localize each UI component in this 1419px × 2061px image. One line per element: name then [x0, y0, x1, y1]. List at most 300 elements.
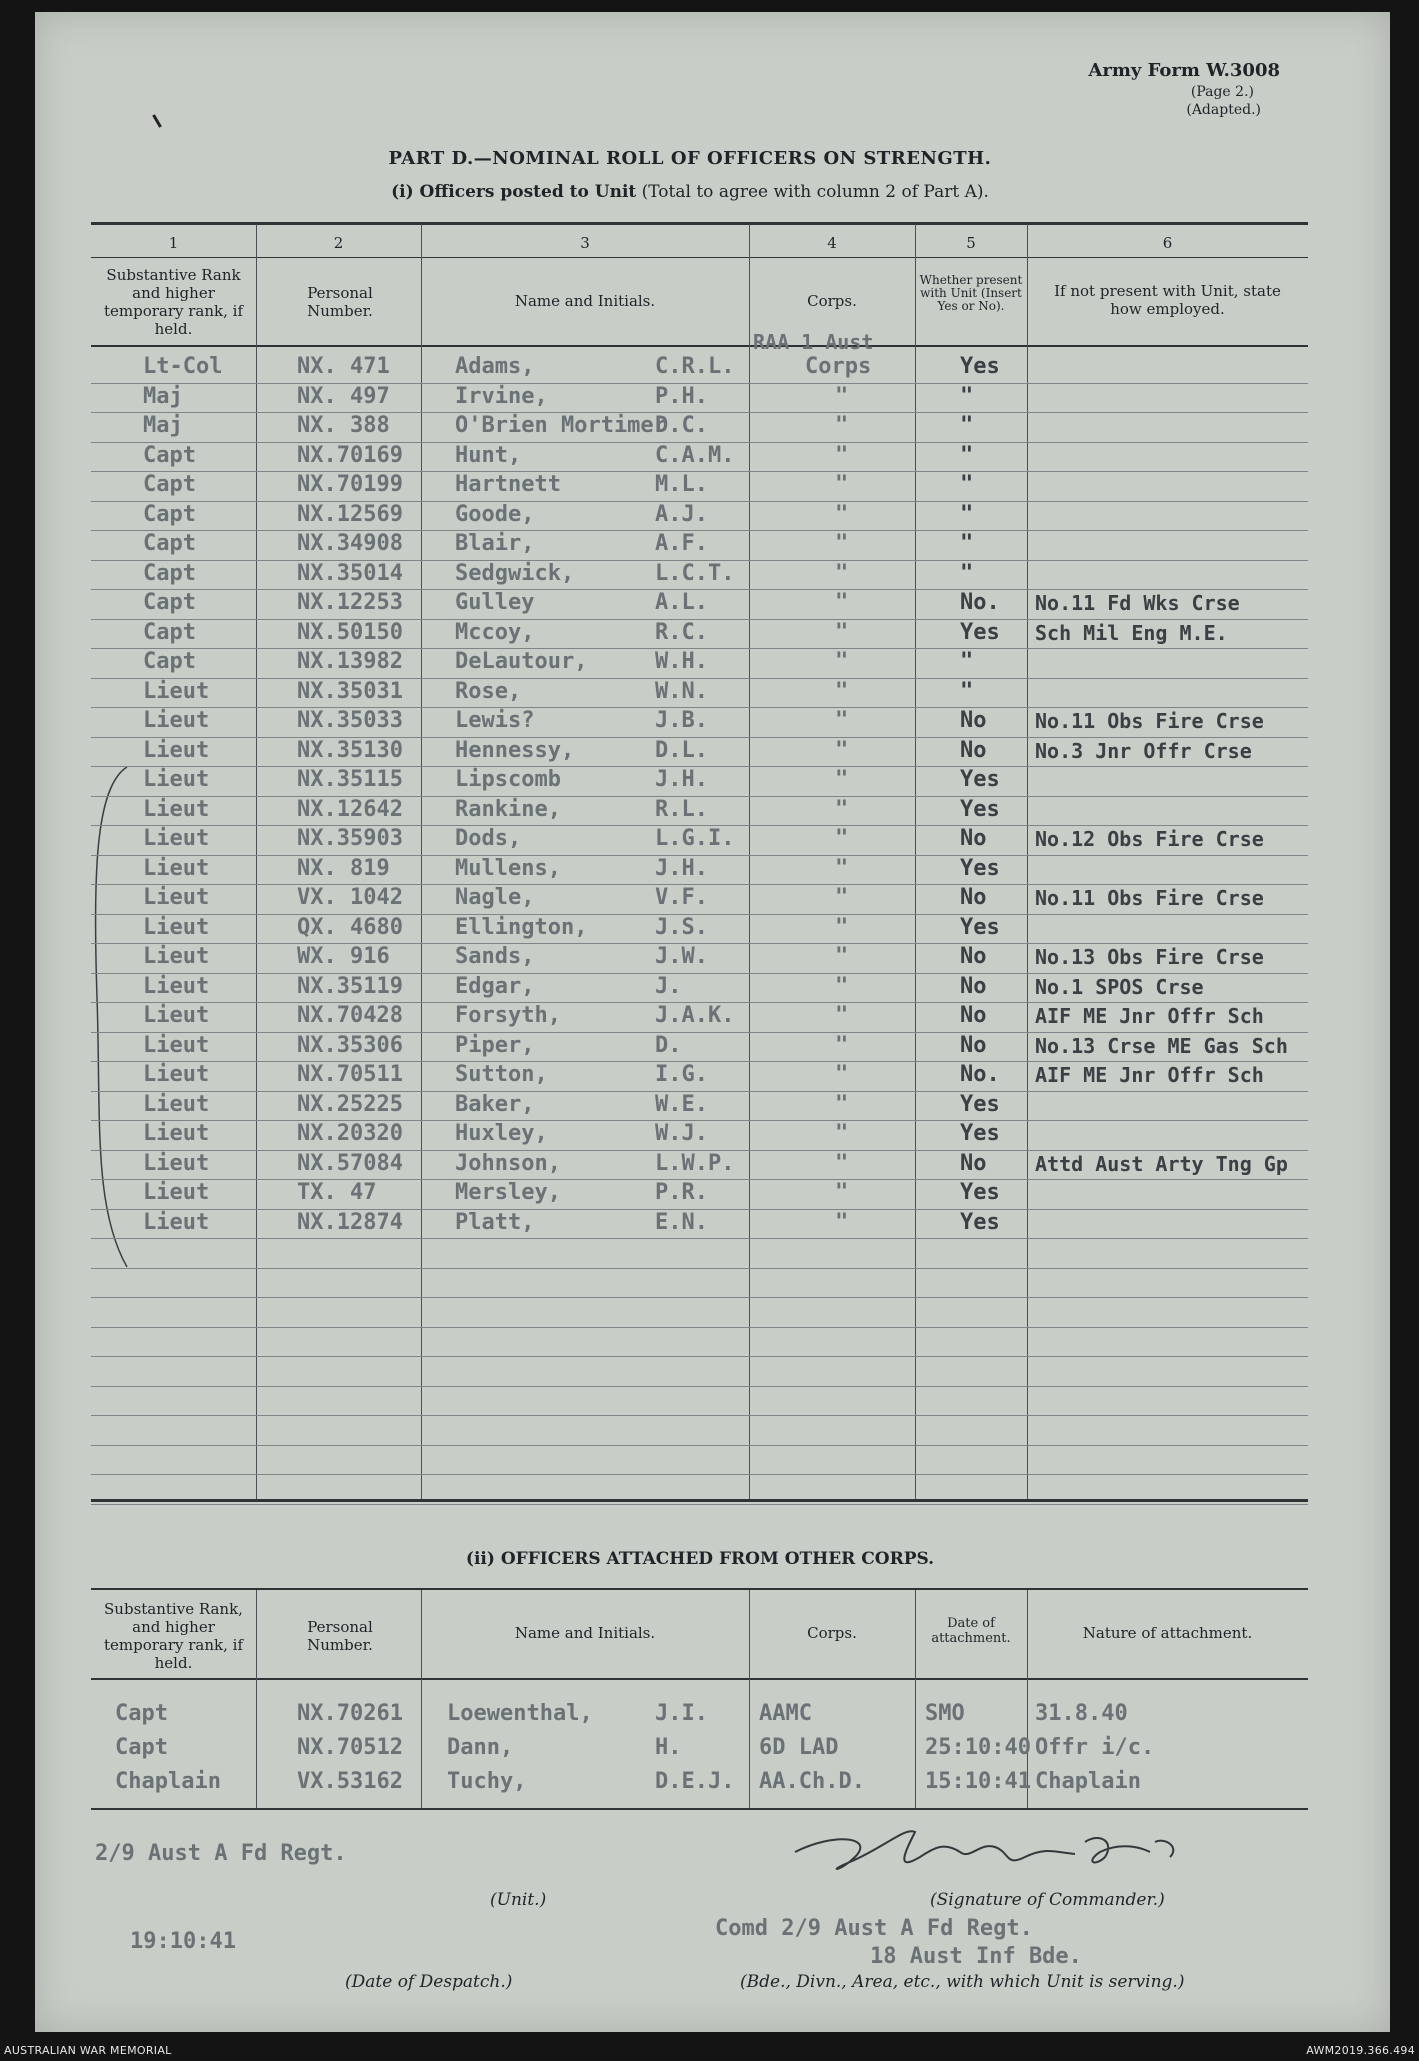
present-cell: "	[960, 443, 974, 468]
name-cell: Irvine,	[455, 384, 548, 409]
attachment-date-cell: SMO	[925, 1701, 965, 1726]
name-cell: Adams,	[455, 354, 535, 379]
table1-row-rule	[91, 973, 1308, 974]
rank-cell: Lieut	[143, 679, 210, 704]
employment-cell: No.1 SPOS Crse	[1035, 975, 1204, 999]
table1-bottom-rule	[91, 1499, 1308, 1502]
table2-col-divider	[256, 1590, 257, 1808]
name-cell: O'Brien Mortimer	[455, 413, 667, 438]
rank-cell: Lieut	[143, 826, 210, 851]
table1-col-divider	[749, 224, 750, 1499]
rank-cell: Capt	[143, 502, 196, 527]
name-cell: Sedgwick,	[455, 561, 575, 586]
present-cell: No	[960, 974, 987, 999]
personal-number-cell: NX. 819	[297, 856, 390, 881]
corps-cell: "	[835, 561, 849, 586]
initials-cell: P.R.	[655, 1180, 708, 1205]
corps-cell: "	[835, 679, 849, 704]
rank-cell: Lieut	[143, 738, 210, 763]
table1-row-rule	[91, 1415, 1308, 1416]
rank-cell: Capt	[143, 472, 196, 497]
comd-line2: 18 Aust Inf Bde.	[870, 1944, 1082, 1969]
present-cell: Yes	[960, 1180, 1000, 1205]
personal-number-cell: VX.53162	[297, 1769, 403, 1794]
initials-cell: R.C.	[655, 620, 708, 645]
personal-number-cell: NX.25225	[297, 1092, 403, 1117]
rank-cell: Capt	[115, 1735, 168, 1760]
personal-number-cell: NX.13982	[297, 649, 403, 674]
personal-number-cell: VX. 1042	[297, 885, 403, 910]
attachment-date-cell: 25:10:40	[925, 1735, 1031, 1760]
table1-row-rule	[91, 530, 1308, 531]
table1-row-rule	[91, 1238, 1308, 1239]
header-present: Whether present with Unit (Insert Yes or No).	[919, 273, 1023, 313]
corps-cell: "	[835, 1062, 849, 1087]
credit-right: AWM2019.366.494	[1306, 2044, 1415, 2057]
corps-cell: "	[835, 443, 849, 468]
table1-row-rule	[91, 1032, 1308, 1033]
personal-number-cell: NX.35306	[297, 1033, 403, 1058]
corps-cell: "	[835, 649, 849, 674]
header-personal-number: Personal Number.	[307, 284, 373, 320]
date-value: 19:10:41	[130, 1929, 236, 1954]
personal-number-cell: NX.35119	[297, 974, 403, 999]
corps-cell: "	[835, 384, 849, 409]
rank-cell: Maj	[143, 413, 183, 438]
rank-cell: Lieut	[143, 708, 210, 733]
table2-col-divider	[915, 1590, 916, 1808]
table2-col-divider	[749, 1590, 750, 1808]
name-cell: Mersley,	[455, 1180, 561, 1205]
initials-cell: J.A.K.	[655, 1003, 735, 1028]
corps-cell: "	[835, 944, 849, 969]
employment-cell: Attd Aust Arty Tng Gp	[1035, 1152, 1288, 1176]
table1-row-rule	[91, 737, 1308, 738]
personal-number-cell: NX.70199	[297, 472, 403, 497]
personal-number-cell: NX.35115	[297, 767, 403, 792]
table1-row-rule	[91, 383, 1308, 384]
initials-cell: J.I.	[655, 1701, 708, 1726]
t2-header-personal-number: Personal Number.	[307, 1618, 373, 1654]
corps-cell: "	[835, 1180, 849, 1205]
corps-cell: "	[835, 413, 849, 438]
personal-number-cell: NX.70512	[297, 1735, 403, 1760]
employment-cell: No.13 Obs Fire Crse	[1035, 945, 1264, 969]
name-cell: Sands,	[455, 944, 535, 969]
name-cell: Lipscomb	[455, 767, 561, 792]
present-cell: No.	[960, 590, 1000, 615]
rank-cell: Lieut	[143, 1003, 210, 1028]
corps-cell: 6D LAD	[759, 1735, 839, 1760]
present-cell: "	[960, 531, 974, 556]
personal-number-cell: NX.35014	[297, 561, 403, 586]
table1-row-rule	[91, 1297, 1308, 1298]
present-cell: "	[960, 649, 974, 674]
table1-row-rule	[91, 914, 1308, 915]
name-cell: Dods,	[455, 826, 522, 851]
rank-cell: Lieut	[143, 974, 210, 999]
personal-number-cell: WX. 916	[297, 944, 390, 969]
table2-top-rule	[91, 1588, 1308, 1590]
rank-cell: Lieut	[143, 944, 210, 969]
table1-row-rule	[91, 1504, 1308, 1505]
initials-cell: W.H.	[655, 649, 708, 674]
table1-row-rule	[91, 1209, 1308, 1210]
corps-cell: "	[835, 708, 849, 733]
table1-row-rule	[91, 943, 1308, 944]
rank-cell: Capt	[143, 561, 196, 586]
personal-number-cell: NX.12874	[297, 1210, 403, 1235]
rank-cell: Lieut	[143, 1062, 210, 1087]
name-cell: Hennessy,	[455, 738, 575, 763]
initials-cell: W.E.	[655, 1092, 708, 1117]
name-cell: Sutton,	[455, 1062, 548, 1087]
attachment-nature-cell: Chaplain	[1035, 1769, 1141, 1794]
col-number: 5	[966, 234, 976, 252]
section-i-heading	[35, 182, 1345, 202]
header-rank: Substantive Rank and higher temporary rank, if held.	[103, 266, 244, 338]
employment-cell: No.11 Obs Fire Crse	[1035, 886, 1264, 910]
table1-row-rule	[91, 1120, 1308, 1121]
personal-number-cell: NX.20320	[297, 1121, 403, 1146]
initials-cell: L.C.T.	[655, 561, 735, 586]
personal-number-cell: NX.70169	[297, 443, 403, 468]
initials-cell: J.	[655, 974, 682, 999]
corps-cell: AAMC	[759, 1701, 812, 1726]
table1-row-rule	[91, 442, 1308, 443]
rank-cell: Maj	[143, 384, 183, 409]
table1-row-rule	[91, 855, 1308, 856]
present-cell: Yes	[960, 915, 1000, 940]
corps-cell: "	[835, 1151, 849, 1176]
initials-cell: J.W.	[655, 944, 708, 969]
initials-cell: I.G.	[655, 1062, 708, 1087]
name-cell: Nagle,	[455, 885, 535, 910]
name-cell: DeLautour,	[455, 649, 588, 674]
initials-cell: H.	[655, 1735, 682, 1760]
corps-header-note: RAA 1 Aust	[753, 330, 874, 354]
document-page	[35, 12, 1390, 2032]
present-cell: "	[960, 413, 974, 438]
initials-cell: J.S.	[655, 915, 708, 940]
name-cell: Dann,	[447, 1735, 514, 1760]
name-cell: Ellington,	[455, 915, 588, 940]
present-cell: "	[960, 679, 974, 704]
t2-header-rank: Substantive Rank, and higher temporary rank, if held.	[103, 1600, 244, 1672]
section-ii-heading: (ii) OFFICERS ATTACHED FROM OTHER CORPS.	[465, 1549, 935, 1569]
comd-line1: Comd 2/9 Aust A Fd Regt.	[715, 1916, 1033, 1941]
employment-cell: Sch Mil Eng M.E.	[1035, 621, 1228, 645]
table1-row-rule	[91, 1356, 1308, 1357]
employment-cell: No.11 Fd Wks Crse	[1035, 591, 1240, 615]
table1-row-rule	[91, 412, 1308, 413]
personal-number-cell: QX. 4680	[297, 915, 403, 940]
bracket-mark	[85, 757, 135, 1277]
personal-number-cell: NX.12253	[297, 590, 403, 615]
rank-cell: Lieut	[143, 1151, 210, 1176]
corps-cell: "	[835, 767, 849, 792]
table1-row-rule	[91, 678, 1308, 679]
present-cell: Yes	[960, 767, 1000, 792]
name-cell: Platt,	[455, 1210, 535, 1235]
unit-label: (Unit.)	[490, 1890, 547, 1910]
initials-cell: P.H.	[655, 384, 708, 409]
form-adapted: (Adapted.)	[1186, 102, 1261, 118]
table1-row-rule	[91, 766, 1308, 767]
rank-cell: Capt	[143, 531, 196, 556]
corps-cell: "	[835, 590, 849, 615]
attachment-date-cell: 15:10:41	[925, 1769, 1031, 1794]
initials-cell: W.N.	[655, 679, 708, 704]
table1-row-rule	[91, 560, 1308, 561]
initials-cell: D.L.	[655, 738, 708, 763]
col-number: 4	[827, 234, 837, 252]
initials-cell: R.L.	[655, 797, 708, 822]
table2-col-divider	[421, 1590, 422, 1808]
personal-number-cell: NX.35130	[297, 738, 403, 763]
present-cell: No.	[960, 1062, 1000, 1087]
personal-number-cell: NX.12642	[297, 797, 403, 822]
corps-cell: "	[835, 502, 849, 527]
unit-value: 2/9 Aust A Fd Regt.	[95, 1841, 347, 1866]
name-cell: Baker,	[455, 1092, 535, 1117]
name-cell: Rankine,	[455, 797, 561, 822]
table1-row-rule	[91, 1445, 1308, 1446]
table1-row-rule	[91, 1327, 1308, 1328]
personal-number-cell: NX. 497	[297, 384, 390, 409]
name-cell: Blair,	[455, 531, 535, 556]
personal-number-cell: NX. 471	[297, 354, 390, 379]
initials-cell: A.J.	[655, 502, 708, 527]
rank-cell: Capt	[143, 620, 196, 645]
corps-cell: "	[835, 1210, 849, 1235]
credit-left: AUSTRALIAN WAR MEMORIAL	[4, 2044, 172, 2057]
employment-cell: No.13 Crse ME Gas Sch	[1035, 1034, 1288, 1058]
corps-cell: "	[835, 826, 849, 851]
initials-cell: A.L.	[655, 590, 708, 615]
initials-cell: W.J.	[655, 1121, 708, 1146]
present-cell: No	[960, 738, 987, 763]
table1-row-rule	[91, 1474, 1308, 1475]
present-cell: "	[960, 472, 974, 497]
present-cell: No	[960, 1033, 987, 1058]
initials-cell: L.G.I.	[655, 826, 735, 851]
table1-col-divider	[256, 224, 257, 1499]
personal-number-cell: NX.70261	[297, 1701, 403, 1726]
t2-header-nature: Nature of attachment.	[1082, 1624, 1253, 1642]
pen-mark	[152, 110, 169, 128]
rank-cell: Lieut	[143, 1092, 210, 1117]
initials-cell: E.N.	[655, 1210, 708, 1235]
present-cell: No	[960, 1151, 987, 1176]
employment-cell: No.12 Obs Fire Crse	[1035, 827, 1264, 851]
initials-cell: J.H.	[655, 856, 708, 881]
table2-bottom-rule	[91, 1808, 1308, 1810]
employment-cell: No.3 Jnr Offr Crse	[1035, 739, 1252, 763]
initials-cell: C.R.L.	[655, 354, 735, 379]
initials-cell: V.F.	[655, 885, 708, 910]
commander-signature	[755, 1812, 1275, 1887]
rank-cell: Lieut	[143, 797, 210, 822]
employment-cell: AIF ME Jnr Offr Sch	[1035, 1063, 1264, 1087]
name-cell: Hartnett	[455, 472, 561, 497]
present-cell: Yes	[960, 797, 1000, 822]
header-employed: If not present with Unit, state how employed.	[1054, 282, 1281, 318]
corps-cell: "	[835, 856, 849, 881]
table1-row-rule	[91, 619, 1308, 620]
header-corps: Corps.	[807, 292, 857, 310]
rank-cell: Capt	[143, 649, 196, 674]
table1-row-rule	[91, 1061, 1308, 1062]
name-cell: Goode,	[455, 502, 535, 527]
present-cell: "	[960, 502, 974, 527]
name-cell: Piper,	[455, 1033, 535, 1058]
col-number: 3	[580, 234, 590, 252]
initials-cell: M.L.	[655, 472, 708, 497]
personal-number-cell: NX.35031	[297, 679, 403, 704]
personal-number-cell: NX.12569	[297, 502, 403, 527]
table1-row-rule	[91, 648, 1308, 649]
corps-cell: "	[835, 915, 849, 940]
table1-row-rule	[91, 1002, 1308, 1003]
present-cell: "	[960, 384, 974, 409]
employment-cell: AIF ME Jnr Offr Sch	[1035, 1004, 1264, 1028]
table1-row-rule	[91, 796, 1308, 797]
bde-label: (Bde., Divn., Area, etc., with which Unit is serving.)	[740, 1972, 1185, 1992]
personal-number-cell: NX. 388	[297, 413, 390, 438]
t2-header-date: Date of attachment.	[931, 1616, 1011, 1646]
table1-header-rule	[91, 345, 1308, 347]
col-number: 2	[333, 234, 344, 252]
present-cell: No	[960, 1003, 987, 1028]
corps-cell: "	[835, 885, 849, 910]
name-cell: Rose,	[455, 679, 522, 704]
present-cell: No	[960, 708, 987, 733]
name-cell: Forsyth,	[455, 1003, 561, 1028]
initials-cell: J.H.	[655, 767, 708, 792]
rank-cell: Capt	[143, 590, 196, 615]
rank-cell: Capt	[143, 443, 196, 468]
name-cell: Huxley,	[455, 1121, 548, 1146]
personal-number-cell: NX.70511	[297, 1062, 403, 1087]
corps-cell: "	[835, 738, 849, 763]
table1-row-rule	[91, 1386, 1308, 1387]
name-cell: Mullens,	[455, 856, 561, 881]
rank-cell: Lt-Col	[143, 354, 223, 379]
table1-row-rule	[91, 884, 1308, 885]
form-title: Army Form W.3008	[1088, 60, 1280, 81]
initials-cell: C.A.M.	[655, 443, 735, 468]
signature-label: (Signature of Commander.)	[930, 1890, 1165, 1910]
personal-number-cell: NX.70428	[297, 1003, 403, 1028]
attachment-nature-cell: Offr i/c.	[1035, 1735, 1155, 1760]
personal-number-cell: NX.34908	[297, 531, 403, 556]
present-cell: No	[960, 885, 987, 910]
table1-col-divider	[915, 224, 916, 1499]
corps-cell: "	[835, 472, 849, 497]
corps-cell: AA.Ch.D.	[759, 1769, 865, 1794]
corps-cell: "	[835, 1121, 849, 1146]
initials-cell: J.B.	[655, 708, 708, 733]
present-cell: Yes	[960, 856, 1000, 881]
section-i-bold: (i) Officers posted to Unit	[391, 182, 637, 202]
personal-number-cell: NX.50150	[297, 620, 403, 645]
name-cell: Loewenthal,	[447, 1701, 593, 1726]
rank-cell: Lieut	[143, 856, 210, 881]
t2-header-corps: Corps.	[807, 1624, 857, 1642]
col-number: 1	[168, 234, 179, 252]
part-title: PART D.—NOMINAL ROLL OF OFFICERS ON STRENGTH.	[388, 148, 992, 169]
name-cell: Lewis?	[455, 708, 535, 733]
rank-cell: Chaplain	[115, 1769, 221, 1794]
initials-cell: D.C.	[655, 413, 708, 438]
table1-row-rule	[91, 1268, 1308, 1269]
present-cell: No	[960, 944, 987, 969]
table1-row-rule	[91, 1179, 1308, 1180]
table1-row-rule	[91, 471, 1308, 472]
corps-cell: Corps	[805, 354, 872, 379]
name-cell: Tuchy,	[447, 1769, 527, 1794]
corps-cell: "	[835, 974, 849, 999]
attachment-nature-cell: 31.8.40	[1035, 1701, 1128, 1726]
corps-cell: "	[835, 531, 849, 556]
header-name: Name and Initials.	[514, 292, 656, 310]
initials-cell: D.E.J.	[655, 1769, 735, 1794]
rank-cell: Capt	[115, 1701, 168, 1726]
table1-col-divider	[1027, 224, 1028, 1499]
present-cell: Yes	[960, 354, 1000, 379]
t2-header-name: Name and Initials.	[514, 1624, 656, 1642]
rank-cell: Lieut	[143, 915, 210, 940]
corps-cell: "	[835, 1092, 849, 1117]
rank-cell: Lieut	[143, 885, 210, 910]
initials-cell: D.	[655, 1033, 682, 1058]
table1-num-rule	[91, 257, 1308, 258]
rank-cell: Lieut	[143, 1210, 210, 1235]
name-cell: Gulley	[455, 590, 535, 615]
table2-header-rule	[91, 1678, 1308, 1680]
initials-cell: A.F.	[655, 531, 708, 556]
rank-cell: Lieut	[143, 1180, 210, 1205]
rank-cell: Lieut	[143, 767, 210, 792]
col-number: 6	[1162, 234, 1173, 252]
date-label: (Date of Despatch.)	[345, 1972, 513, 1992]
table1-col-divider	[421, 224, 422, 1499]
table1-row-rule	[91, 825, 1308, 826]
corps-cell: "	[835, 1003, 849, 1028]
section-i-rest: (Total to agree with column 2 of Part A).	[641, 182, 989, 202]
personal-number-cell: NX.35903	[297, 826, 403, 851]
present-cell: Yes	[960, 1092, 1000, 1117]
table1-row-rule	[91, 589, 1308, 590]
name-cell: Johnson,	[455, 1151, 561, 1176]
present-cell: "	[960, 561, 974, 586]
name-cell: Mccoy,	[455, 620, 535, 645]
present-cell: No	[960, 826, 987, 851]
corps-cell: "	[835, 620, 849, 645]
rank-cell: Lieut	[143, 1121, 210, 1146]
table1-row-rule	[91, 707, 1308, 708]
rank-cell: Lieut	[143, 1033, 210, 1058]
personal-number-cell: NX.57084	[297, 1151, 403, 1176]
table1-top-rule	[91, 222, 1308, 225]
initials-cell: L.W.P.	[655, 1151, 735, 1176]
personal-number-cell: NX.35033	[297, 708, 403, 733]
name-cell: Hunt,	[455, 443, 522, 468]
table1-row-rule	[91, 501, 1308, 502]
employment-cell: No.11 Obs Fire Crse	[1035, 709, 1264, 733]
name-cell: Edgar,	[455, 974, 535, 999]
